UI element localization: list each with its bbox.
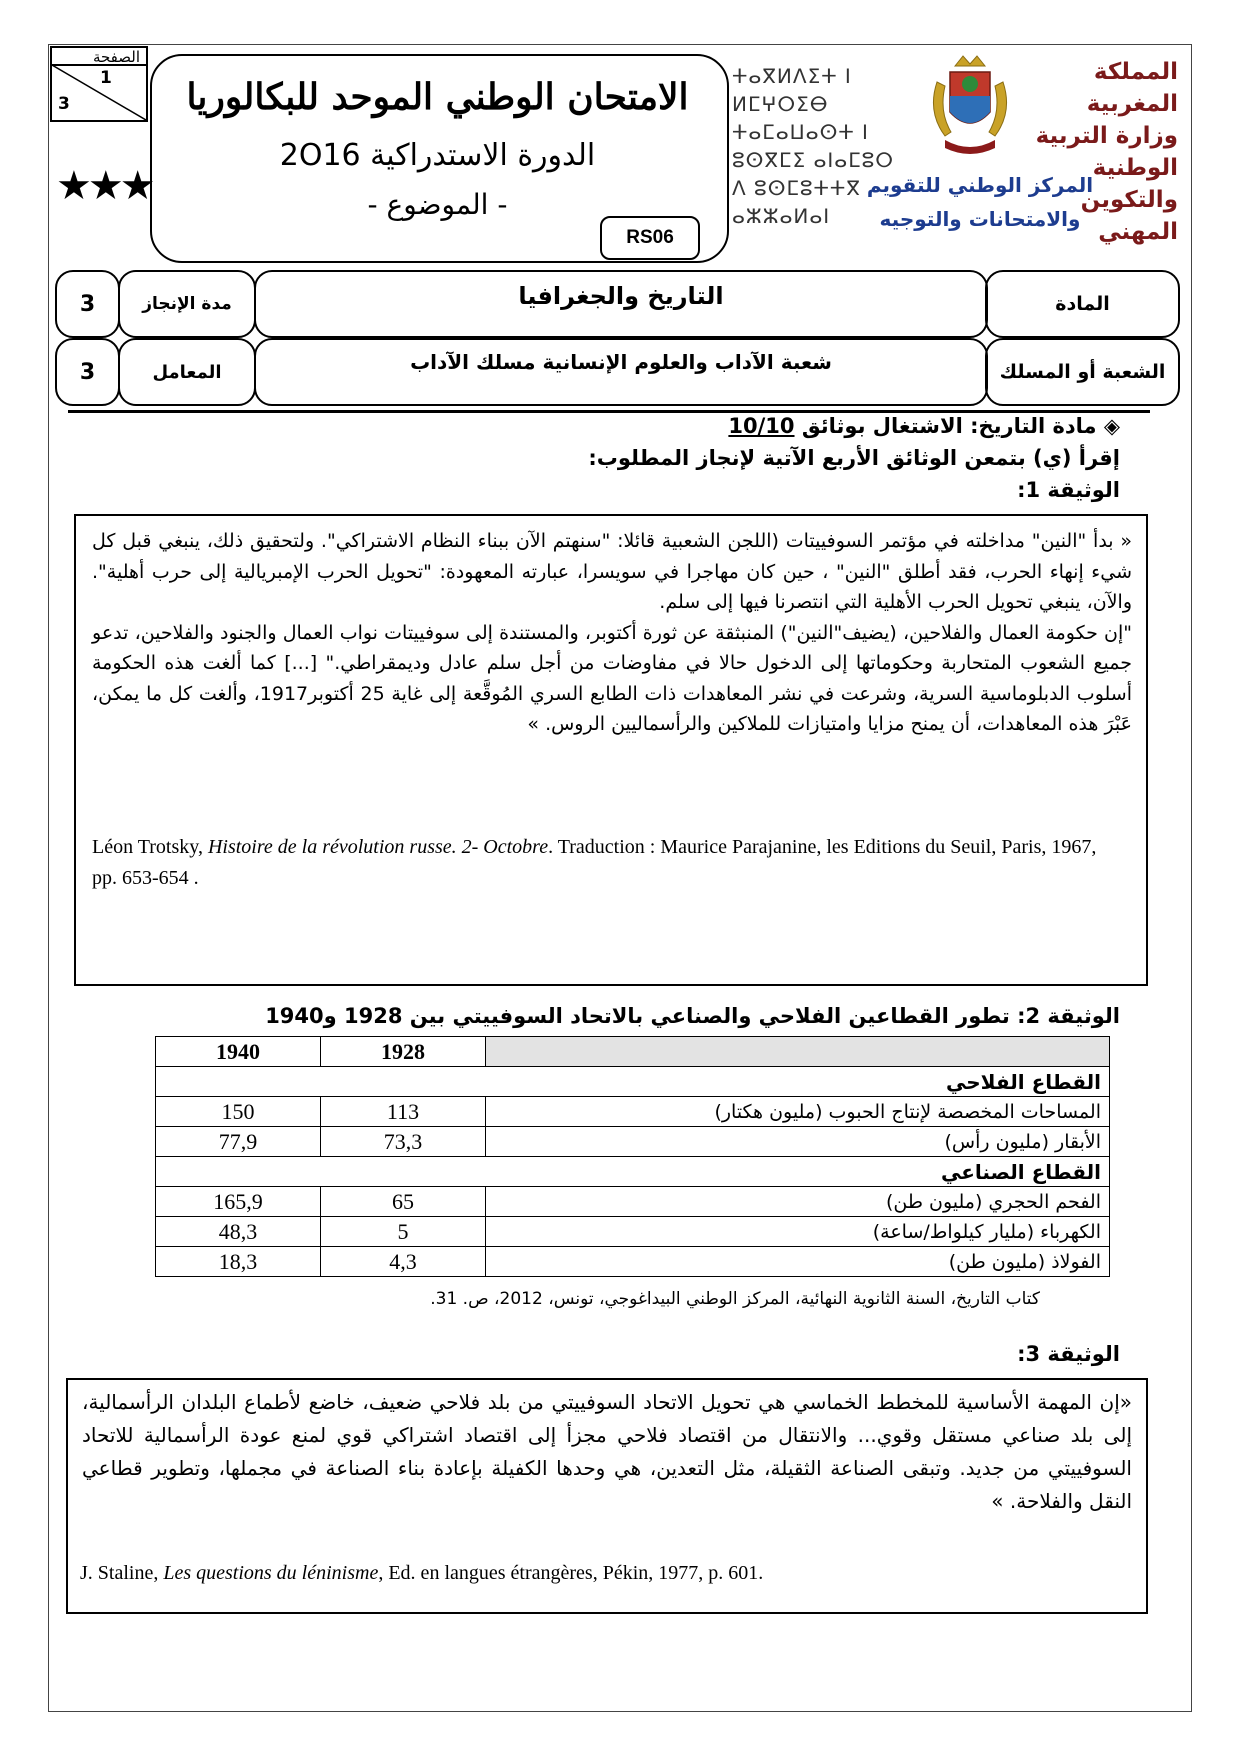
doc3-heading: الوثيقة 3: (1017, 1342, 1120, 1366)
cell-1940: 150 (156, 1097, 321, 1127)
doc3-box (66, 1378, 1148, 1614)
row-label: المساحات المخصصة لإنتاج الحبوب (مليون هكتار) (486, 1097, 1110, 1127)
tifinagh-line: ⵜⴰⴳⵍⴷⵉⵜ ⵏ ⵍⵎⵖⵔⵉⴱ (732, 64, 852, 116)
subject-label: - الموضوع - (367, 188, 508, 221)
table-row (156, 1127, 1110, 1157)
doc2-heading: الوثيقة 2: تطور القطاعين الفلاحي والصناعي بالاتحاد السوفييتي بين 1928 و1940 (265, 1004, 1120, 1028)
difficulty-stars: ★★★ (56, 163, 152, 209)
branch-key: الشعبة أو المسلك (985, 338, 1180, 406)
section-agriculture: القطاع الفلاحي (156, 1067, 1110, 1097)
tifinagh-line: ⴷ ⵓⵙⵎⵓⵜⵜⴳ ⴰⵣⵣⴰⵍⴰⵏ (732, 176, 861, 228)
ministry-line: والتكوين المهني (1080, 187, 1178, 245)
tifinagh-line: ⵜⴰⵎⴰⵡⴰⵙⵜ ⵏ ⵓⵙⴳⵎⵉ ⴰⵏⴰⵎⵓⵔ (732, 120, 895, 172)
center-line: المركز الوطني للتقويم (866, 173, 1094, 197)
coefficient-key: المعامل (118, 338, 256, 406)
doc1-heading: الوثيقة 1: (1017, 478, 1120, 502)
center-line: والامتحانات والتوجيه (879, 207, 1081, 231)
branch-value: شعبة الآداب والعلوم الإنسانية مسلك الآداب (254, 338, 988, 406)
doc1-source-author: Léon Trotsky, (92, 836, 208, 858)
table-row (156, 1247, 1110, 1277)
cell-1928: 113 (321, 1097, 486, 1127)
doc1-box (74, 514, 1148, 986)
exam-session: الدورة الاستدراكية 2O16 (279, 138, 596, 173)
cell-1928: 4,3 (321, 1247, 486, 1277)
doc3-source-details: , Ed. en langues étrangères, Pékin, 1977, p. 601. (378, 1562, 764, 1584)
empty-header-cell (486, 1037, 1110, 1067)
table-row (156, 1097, 1110, 1127)
section-score: 10/10 (728, 414, 795, 438)
exam-code: RS06 (600, 216, 700, 260)
exam-title: الامتحان الوطني الموحد للبكالوريا (186, 76, 689, 118)
cell-1940: 165,9 (156, 1187, 321, 1217)
cell-1928: 65 (321, 1187, 486, 1217)
cell-1928: 73,3 (321, 1127, 486, 1157)
doc1-paragraph: « بدأ "النين" مداخلته في مؤتمر السوفييتات (اللجن الشعبية قائلا: "سنهتم الآن ببناء النظام الاشتراكي". ولتحقيق ذلك، ينبغي قبل كل شيء إنهاء الحرب، فقد أطلق "النين" ، حين كان مهاجرا في سويسرا، عبارته المعهودة: "تحويل الحرب الإمبريالية إلى حرب أهلية". والآن، ينبغي تحويل الحرب الأهلية التي انتصرنا فيها إلى سلم. (92, 530, 1132, 613)
row-label: الأبقار (مليون رأس) (486, 1127, 1110, 1157)
section-title: مادة التاريخ: الاشتغال بوثائق (801, 414, 1097, 438)
doc1-source (92, 832, 1116, 894)
column-1940: 1940 (156, 1037, 321, 1067)
section-heading (728, 414, 1120, 438)
table-row (156, 1217, 1110, 1247)
diamond-bullet-icon: ◈ (1103, 414, 1120, 438)
column-1928: 1928 (321, 1037, 486, 1067)
cell-1928: 5 (321, 1217, 486, 1247)
cell-1940: 18,3 (156, 1247, 321, 1277)
subject-key: المادة (985, 270, 1180, 338)
doc3-source-author: J. Staline, (80, 1562, 164, 1584)
cell-1940: 77,9 (156, 1127, 321, 1157)
doc1-source-details: . Traduction : Maurice Parajanine, les Editions du Seuil, Paris, 1967, pp. 653-654 . (92, 836, 1097, 889)
ministry-line: وزارة التربية الوطنية (1035, 123, 1178, 181)
doc1-source-title: Histoire de la révolution russe. 2- Octobre (207, 836, 549, 858)
doc3-source-title: Les questions du léninisme (163, 1562, 379, 1584)
page-current: 1 (100, 68, 112, 88)
table-section-row (156, 1067, 1110, 1097)
instructions: إقرأ (ي) بتمعن الوثائق الأربع الآتية لإنجاز المطلوب: (588, 446, 1120, 470)
row-label: الكهرباء (مليار كيلواط/ساعة) (486, 1217, 1110, 1247)
doc1-paragraph: "إن حكومة العمال والفلاحين، (يضيف"النين") المنبثقة عن ثورة أكتوبر، والمستندة إلى سوفييتات نواب العمال والجنود والفلاحين، تدعو جميع الشعوب المتحاربة وحكوماتها إلى الدخول حالا في مفاوضات من أجل سلم عادل وديمقراطي." [...] كما ألغت هذه الحكومة أسلوب الدبلوماسية السرية، وشرعت في نشر المعاهدات ذات الطابع السري المُوقَّعة إلى غاية 25 أكتوبر1917، وألغت كل ما يمكن، عَبْرَ هذه المعاهدات، أن يمنح مزايا وامتيازات للملاكين والرأسماليين الروس. » (92, 621, 1133, 735)
row-label: الفولاذ (مليون طن) (486, 1247, 1110, 1277)
duration-value: 3 (55, 270, 120, 338)
header-rule (68, 410, 1150, 413)
cell-1940: 48,3 (156, 1217, 321, 1247)
ministry-line: المملكة المغربية (1086, 59, 1178, 117)
doc2-table (155, 1036, 1110, 1277)
section-industry: القطاع الصناعي (156, 1157, 1110, 1187)
table-section-row (156, 1157, 1110, 1187)
subject-value: التاريخ والجغرافيا (254, 270, 988, 338)
doc2-source: كتاب التاريخ، السنة الثانوية النهائية، المركز الوطني البيداغوجي، تونس، 2012، ص. 31. (430, 1289, 1040, 1309)
duration-key: مدة الإنجاز (118, 270, 256, 338)
coat-of-arms-logo (925, 52, 1015, 158)
table-row (156, 1187, 1110, 1217)
doc3-source (80, 1558, 1126, 1589)
page-total: 3 (58, 94, 70, 114)
coefficient-value: 3 (55, 338, 120, 406)
page-label: الصفحة (92, 48, 140, 66)
doc1-text (92, 526, 1132, 740)
row-label: الفحم الحجري (مليون طن) (486, 1187, 1110, 1217)
table-header-row (156, 1037, 1110, 1067)
doc3-text: «إن المهمة الأساسية للمخطط الخماسي هي تحويل الاتحاد السوفييتي من بلد فلاحي ضعيف، خاضع لأطماع البلدان الرأسمالية، إلى بلد صناعي مستقل وقوي... والانتقال من اقتصاد فلاحي مجزأ إلى اقتصاد اشتراكي قوي لمنع عودة الرأسمالية للاتحاد السوفييتي من جديد. وتبقى الصناعة الثقيلة، مثل التعدين، هي وحدها الكفيلة بإعادة بناء الصناعة في مجملها، وتطوير قطاعي النقل والفلاحة. » (82, 1390, 1132, 1513)
page-number-box (50, 46, 148, 122)
evaluation-center (850, 168, 1110, 236)
